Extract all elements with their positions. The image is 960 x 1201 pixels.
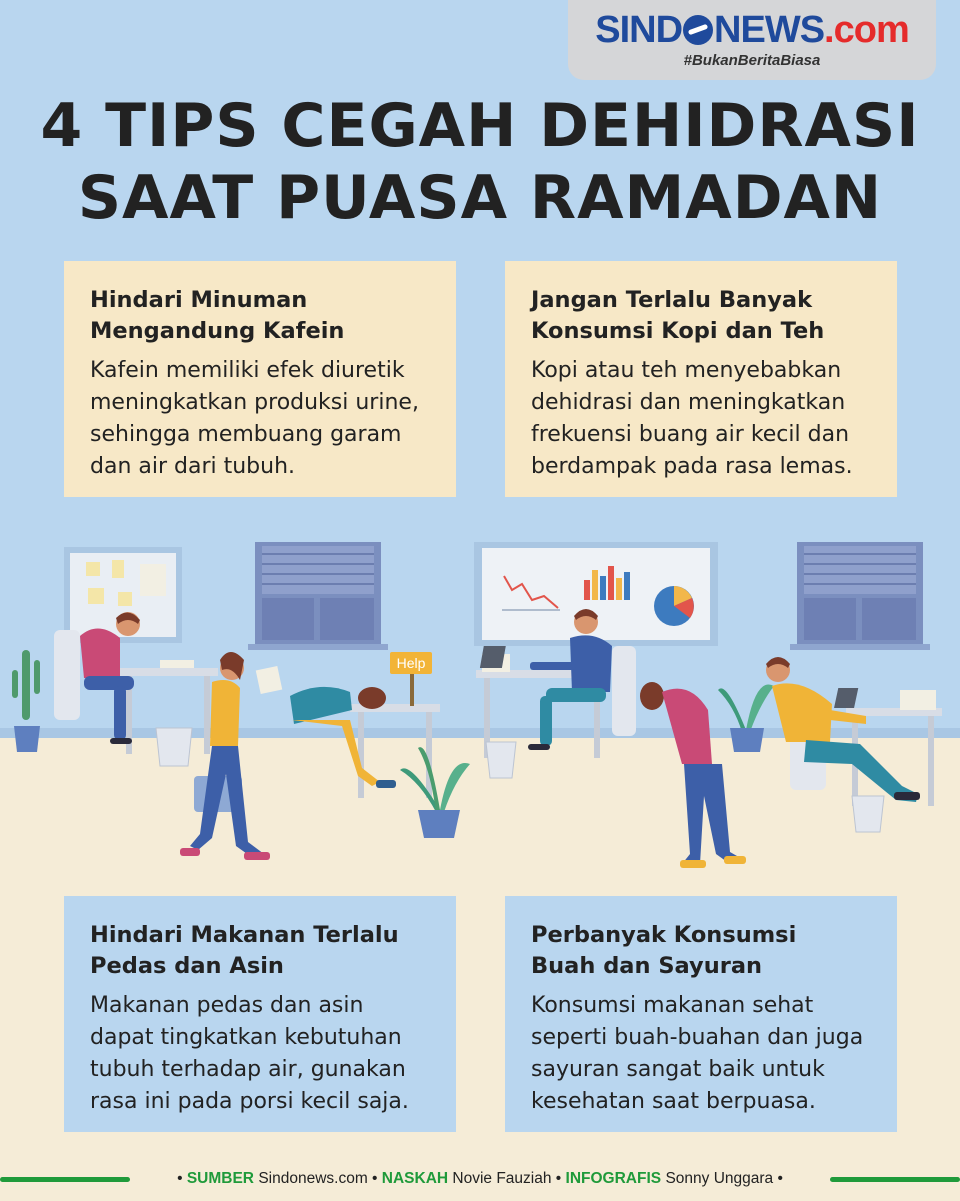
person-walking [180,652,270,860]
brand-logo: SIND NEWS.com [595,9,909,51]
tip-3-title: Hindari Makanan Terlalu Pedas dan Asin [90,922,399,979]
credits-footer [0,1164,960,1194]
tip-3-body: Makanan pedas dan asin dapat tingkatkan kebutuhan tubuh terhadap air, gunakan rasa ini pada porsi kecil saja. [90,993,409,1114]
tip-1-title: Hindari Minuman Mengandung Kafein [90,287,345,344]
credits-text: • SUMBER Sindonews.com • NASKAH Novie Fauziah • INFOGRAFIS Sonny Unggara • [177,1170,783,1187]
tip-card-4 [505,896,897,1132]
tip-4-body: Konsumsi makanan sehat seperti buah-buahan dan juga sayuran sangat baik untuk kesehatan saat berpuasa. [531,993,864,1114]
title-line-1: 4 TIPS CEGAH DEHIDRASI [40,91,920,161]
brand-block [568,0,936,80]
title-line-2: SAAT PUASA RAMADAN [77,163,883,233]
laptop [480,646,506,668]
tip-2-body: Kopi atau teh menyebabkan dehidrasi dan meningkatkan frekuensi buang air kecil dan berdampak pada rasa lemas. [531,358,853,479]
office-illustration [0,520,960,880]
help-sign [390,652,432,706]
person-slumped [766,657,920,802]
tip-card-3 [64,896,456,1132]
brand-hashtag: #BukanBeritaBiasa [683,52,821,69]
svg-text:Help: Help [396,655,426,671]
tip-1-body: Kafein memiliki efek diuretik meningkatkan produksi urine, sehingga membuang garam dan air dari tubuh. [90,358,419,479]
globe-icon [683,15,713,45]
person-standing-tired [640,682,746,868]
tip-4-title: Perbanyak Konsumsi Buah dan Sayuran [531,922,797,979]
cactus-plant [12,650,40,752]
potted-plant-right [718,684,774,752]
tip-card-2 [505,261,897,497]
potted-plant-center [400,747,470,838]
tip-card-1 [64,261,456,497]
tip-2-title: Jangan Terlalu Banyak Konsumsi Kopi dan Teh [531,287,825,344]
page-title [0,90,960,234]
person-sleeping [290,687,396,788]
